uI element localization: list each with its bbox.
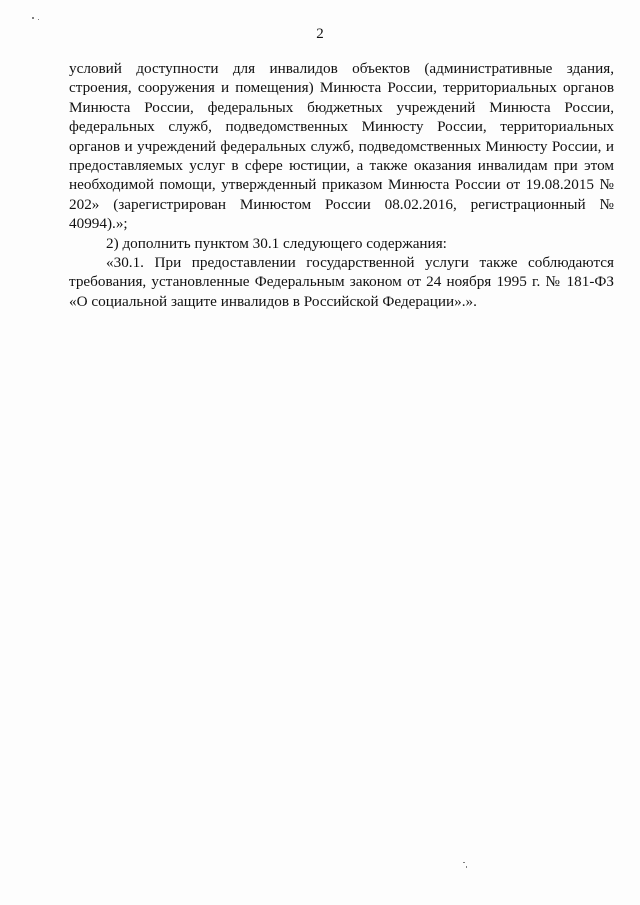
paragraph-item-30-1: «30.1. При предоставлении государственной услуги также соблюдаются требования, установленные Федеральным законом от 24 ноября 1995 г. № 181-ФЗ «О социальной защите инвалидов в Российской Федерации».». (69, 254, 614, 310)
paragraph-item-2: 2) дополнить пунктом 30.1 следующего содержания: (106, 234, 447, 252)
document-body (69, 59, 614, 311)
page-number: 2 (316, 26, 324, 42)
paragraph-continuation: условий доступности для инвалидов объектов (административные здания, строения, сооружения и помещения) Минюста России, территориальных органов Минюста России, федеральных бюджетных учреждений Минюста России, федеральных служб, подведомственных Минюсту России, территориальных органов и учреждений федеральных служб, подведомственных Минюсту России, и предоставляемых услуг в сфере юстиции, а также оказания инвалидам при этом необходимой помощи, утвержденный приказом Минюста России от 19.08.2015 № 202» (зарегистрирован Минюстом России 08.02.2016, регистрационный № 40994).»; (69, 60, 614, 233)
